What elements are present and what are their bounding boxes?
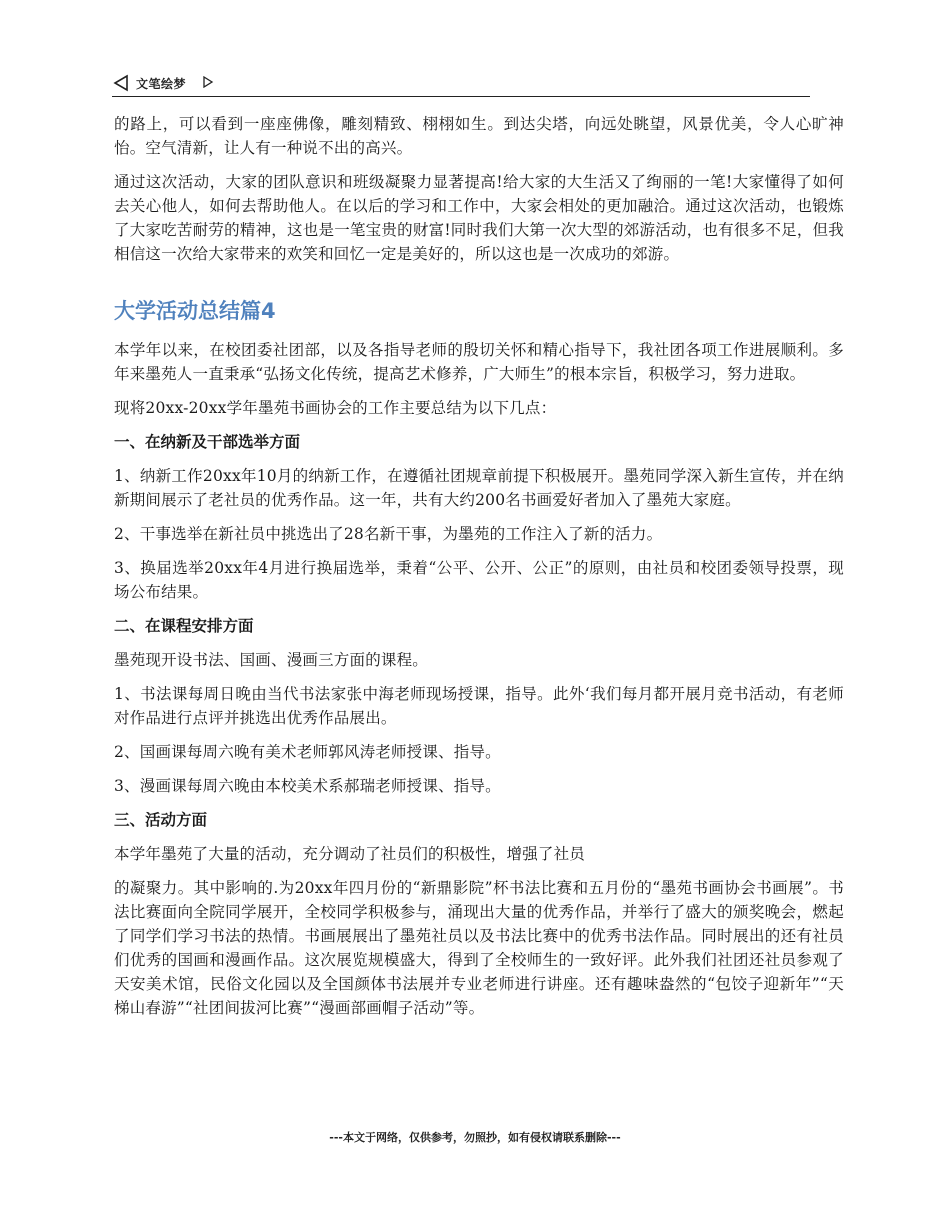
list-item: 1、纳新工作20xx年10月的纳新工作，在遵循社团规章前提下积极展开。墨苑同学深入新生宣传，并在纳新期间展示了老社员的优秀作品。这一年，共有大约200名书画爱好者加入了墨苑大家庭。 xyxy=(114,467,844,509)
list-item: 2、国画课每周六晚有美术老师郭风涛老师授课、指导。 xyxy=(114,743,501,761)
page-header xyxy=(112,70,810,97)
paragraph: 的路上，可以看到一座座佛像，雕刻精致、栩栩如生。到达尖塔，向远处眺望，风景优美，令人心旷神怡。空气清新，让人有一种说不出的高兴。 xyxy=(114,115,844,157)
triangle-right-icon xyxy=(202,76,214,88)
document-body xyxy=(114,112,844,1020)
subsection-title: 三、活动方面 xyxy=(114,811,208,829)
page-footer: ---本文于网络，仅供参考，勿照抄，如有侵权请联系删除--- xyxy=(329,1131,621,1144)
list-item: 3、漫画课每周六晚由本校美术系郝瑞老师授课、指导。 xyxy=(114,777,501,795)
paragraph: 现将20xx-20xx学年墨苑书画协会的工作主要总结为以下几点： xyxy=(114,399,557,417)
paragraph: 通过这次活动，大家的团队意识和班级凝聚力显著提高!给大家的大生活又了绚丽的一笔!大家懂得了如何去关心他人，如何去帮助他人。在以后的学习和工作中，大家会相处的更加融洽。通过这次活动，也锻炼了大家吃苦耐劳的精神，这也是一笔宝贵的财富!同时我们大第一次大型的郊游活动，也有很多不足，但我相信这一次给大家带来的欢笑和回忆一定是美好的，所以这也是一次成功的郊游。 xyxy=(114,173,844,263)
triangle-left-icon xyxy=(112,74,130,92)
paragraph: 墨苑现开设书法、国画、漫画三方面的课程。 xyxy=(114,651,429,669)
list-item: 1、书法课每周日晚由当代书法家张中海老师现场授课，指导。此外‘我们每月都开展月竞书活动，有老师对作品进行点评并挑选出优秀作品展出。 xyxy=(114,685,844,727)
list-item: 2、干事选举在新社员中挑选出了28名新干事，为墨苑的工作注入了新的活力。 xyxy=(114,525,663,543)
paragraph: 的凝聚力。其中影响的.为20xx年四月份的“新鼎影院”杯书法比赛和五月份的“墨苑书画协会书画展”。书法比赛面向全院同学展开，全校同学积极参与，涌现出大量的优秀作品，并举行了盛大的颁奖晚会，燃起了同学们学习书法的热情。书画展展出了墨苑社员以及书法比赛中的优秀书法作品。同时展出的还有社员们优秀的国画和漫画作品。这次展览规模盛大，得到了全校师生的一致好评。此外我们社团还社员参观了天安美术馆，民俗文化园以及全国颜体书法展并专业老师进行讲座。还有趣味盎然的“包饺子迎新年”“天梯山春游”“社团间拔河比赛”“漫画部画帽子活动”等。 xyxy=(114,879,844,1017)
subsection-title: 一、在纳新及干部选举方面 xyxy=(114,433,301,451)
header-brand: 文笔绘梦 xyxy=(136,77,187,91)
subsection-title: 二、在课程安排方面 xyxy=(114,617,254,635)
list-item: 3、换届选举20xx年4月进行换届选举，秉着“公平、公开、公正”的原则，由社员和校团委领导投票，现场公布结果。 xyxy=(114,559,844,601)
paragraph: 本学年以来，在校团委社团部，以及各指导老师的殷切关怀和精心指导下，我社团各项工作进展顺利。多年来墨苑人一直秉承“弘扬文化传统，提高艺术修养，广大师生”的根本宗旨，积极学习，努力进取。 xyxy=(114,341,844,383)
paragraph: 本学年墨苑了大量的活动，充分调动了社员们的积极性，增强了社员 xyxy=(114,845,586,863)
section-title: 大学活动总结篇4 xyxy=(114,299,276,323)
